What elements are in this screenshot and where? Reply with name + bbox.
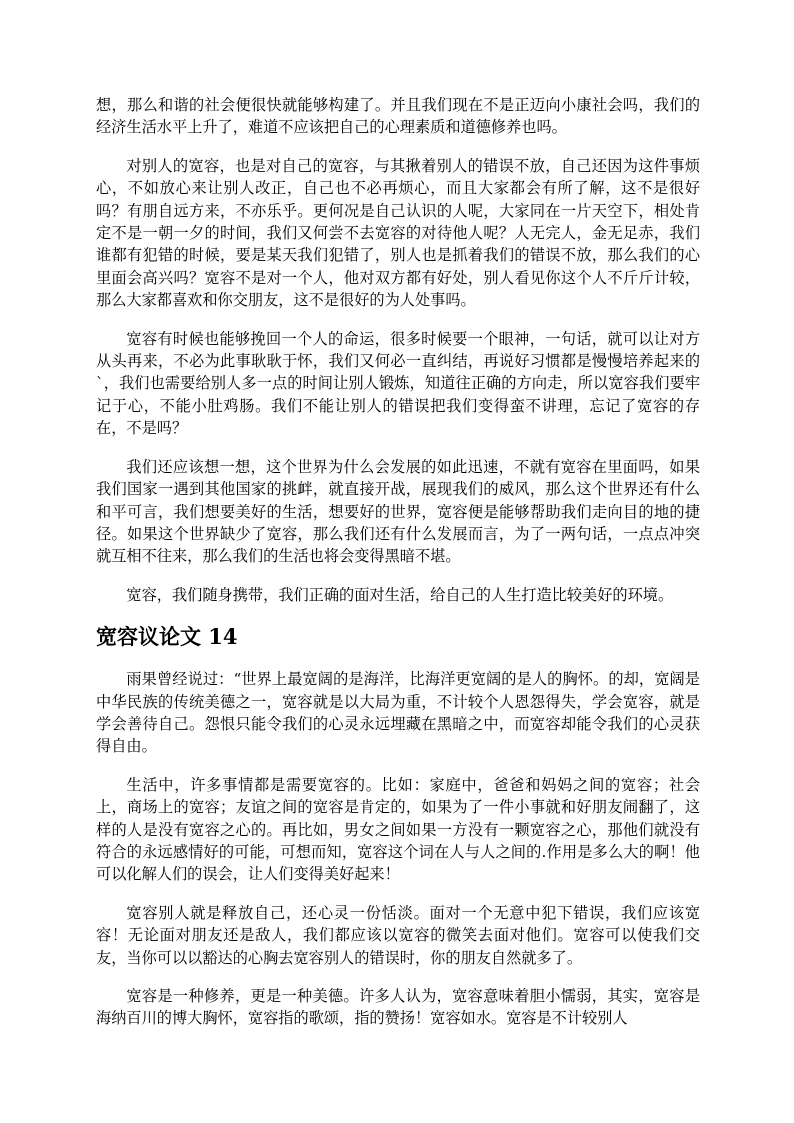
paragraph: 我们还应该想一想，这个世界为什么会发展的如此迅速，不就有宽容在里面吗，如果我们国家一遇到其他国家的挑衅，就直接开战，展现我们的威风，那么这个世界还有什么和平可言，我们想要美好的生活，想要好的世界，宽容便是能够帮助我们走向目的地的捷径。如果这个世界缺少了宽容，那么我们还有什么发展而言，为了一两句话，一点点冲突就互相不往来，那么我们的生活也将会变得黑暗不堪。 [96, 457, 700, 566]
paragraph: 宽容别人就是释放自己，还心灵一份恬淡。面对一个无意中犯下错误，我们应该宽容！无论面对朋友还是敌人，我们都应该以宽容的微笑去面对他们。宽容可以使我们交友，当你可以以豁达的心胸去宽容别人的错误时，你的朋友自然就多了。 [96, 903, 700, 967]
paragraph: 想，那么和谐的社会便很快就能够构建了。并且我们现在不是正迈向小康社会吗，我们的经济生活水平上升了，难道不应该把自己的心理素质和道德修养也吗。 [96, 96, 700, 137]
section-heading: 宽容议论文 14 [96, 624, 238, 650]
paragraph: 对别人的宽容，也是对自己的宽容，与其揪着别人的错误不放，自己还因为这件事烦心，不如放心来让别人改正，自己也不必再烦心，而且大家都会有所了解，这不是很好吗？有朋自远方来，不亦乐乎。更何况是自己认识的人呢，大家同在一片天空下，相处肯定不是一朝一夕的时间，我们又何尝不去宽容的对待他人呢？人无完人，金无足赤，我们谁都有犯错的时候，要是某天我们犯错了，别人也是抓着我们的错误不放，那么我们的心里面会高兴吗？宽容不是对一个人，他对双方都有好处，别人看见你这个人不斤斤计较，那么大家都喜欢和你交朋友，这不是很好的为人处事吗。 [96, 156, 700, 310]
document-body [96, 94, 700, 1046]
paragraph: 宽容，我们随身携带，我们正确的面对生活，给自己的人生打造比较美好的环境。 [126, 585, 674, 604]
paragraph: 生活中，许多事情都是需要宽容的。比如：家庭中，爸爸和妈妈之间的宽容；社会上，商场上的宽容；友谊之间的宽容是肯定的，如果为了一件小事就和好朋友闹翻了，这样的人是没有宽容之心的。再比如，男女之间如果一方没有一颗宽容之心，那他们就没有符合的永远感情好的可能，可想而知，宽容这个词在人与人之间的.作用是多么大的啊！他可以化解人们的误会，让人们变得美好起来！ [96, 775, 700, 884]
paragraph: 雨果曾经说过：“世界上最宽阔的是海洋，比海洋更宽阔的是人的胸怀。的却，宽阔是中华民族的传统美德之一，宽容就是以大局为重，不计较个人恩怨得失，学会宽容，就是学会善待自己。怨恨只能令我们的心灵永远埋藏在黑暗之中，而宽容却能令我们的心灵获得自由。 [96, 670, 700, 756]
paragraph: 宽容是一种修养，更是一种美德。许多人认为，宽容意味着胆小懦弱，其实，宽容是海纳百川的博大胸怀，宽容指的歌颂，指的赞扬！宽容如水。宽容是不计较别人 [96, 987, 700, 1028]
paragraph: 宽容有时候也能够挽回一个人的命运，很多时候要一个眼神，一句话，就可以让对方从头再来，不必为此事耿耿于怀，我们又何必一直纠结，再说好习惯都是慢慢培养起来的`，我们也需要给别人多一点的时间让别人锻炼，知道往正确的方向走，所以宽容我们要牢记于心，不能小肚鸡肠。我们不能让别人的错误把我们变得蛮不讲理，忘记了宽容的存在，不是吗？ [96, 329, 700, 438]
